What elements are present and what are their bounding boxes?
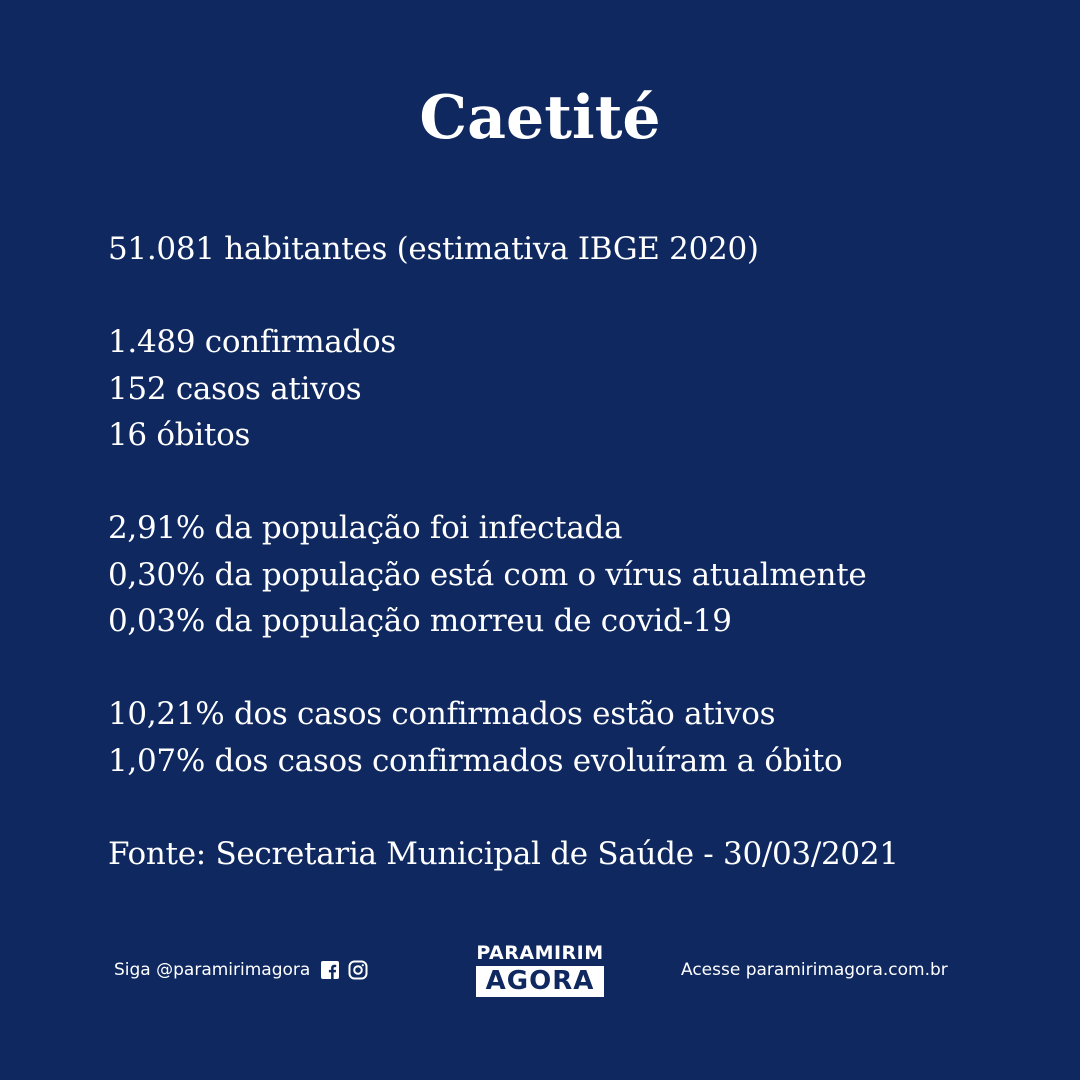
logo-bottom-text: AGORA [476, 966, 604, 997]
social-icons [320, 960, 368, 980]
website-text[interactable]: Acesse paramirimagora.com.br [681, 960, 948, 980]
spacer [108, 273, 1008, 320]
death-rate-line: 0,03% da população morreu de covid-19 [108, 603, 732, 639]
confirmed-cases-line: 1.489 confirmados [108, 324, 396, 360]
population-line: 51.081 habitantes (estimativa IBGE 2020) [108, 231, 759, 267]
follow-text: Siga @paramirimagora [114, 960, 311, 980]
current-rate-line: 0,30% da população está com o vírus atualmente [108, 556, 867, 593]
infected-rate-line: 2,91% da população foi infectada [108, 510, 623, 546]
instagram-icon[interactable] [348, 960, 368, 980]
spacer [108, 459, 1008, 506]
brand-logo [476, 942, 604, 997]
spacer [108, 645, 1008, 692]
follow-section [114, 958, 368, 982]
spacer [108, 784, 1008, 831]
page-title: Caetité [419, 83, 661, 153]
source-line: Fonte: Secretaria Municipal de Saúde - 30/03/2021 [108, 835, 899, 872]
deaths-line: 16 óbitos [108, 417, 251, 453]
logo-top-text: PARAMIRIM [476, 942, 604, 964]
stats-block [108, 226, 1008, 877]
active-case-rate-line: 10,21% dos casos confirmados estão ativos [108, 696, 776, 732]
facebook-icon[interactable] [320, 960, 340, 980]
active-cases-line: 152 casos ativos [108, 370, 362, 407]
death-case-rate-line: 1,07% dos casos confirmados evoluíram a óbito [108, 742, 843, 779]
footer [0, 938, 1080, 1002]
